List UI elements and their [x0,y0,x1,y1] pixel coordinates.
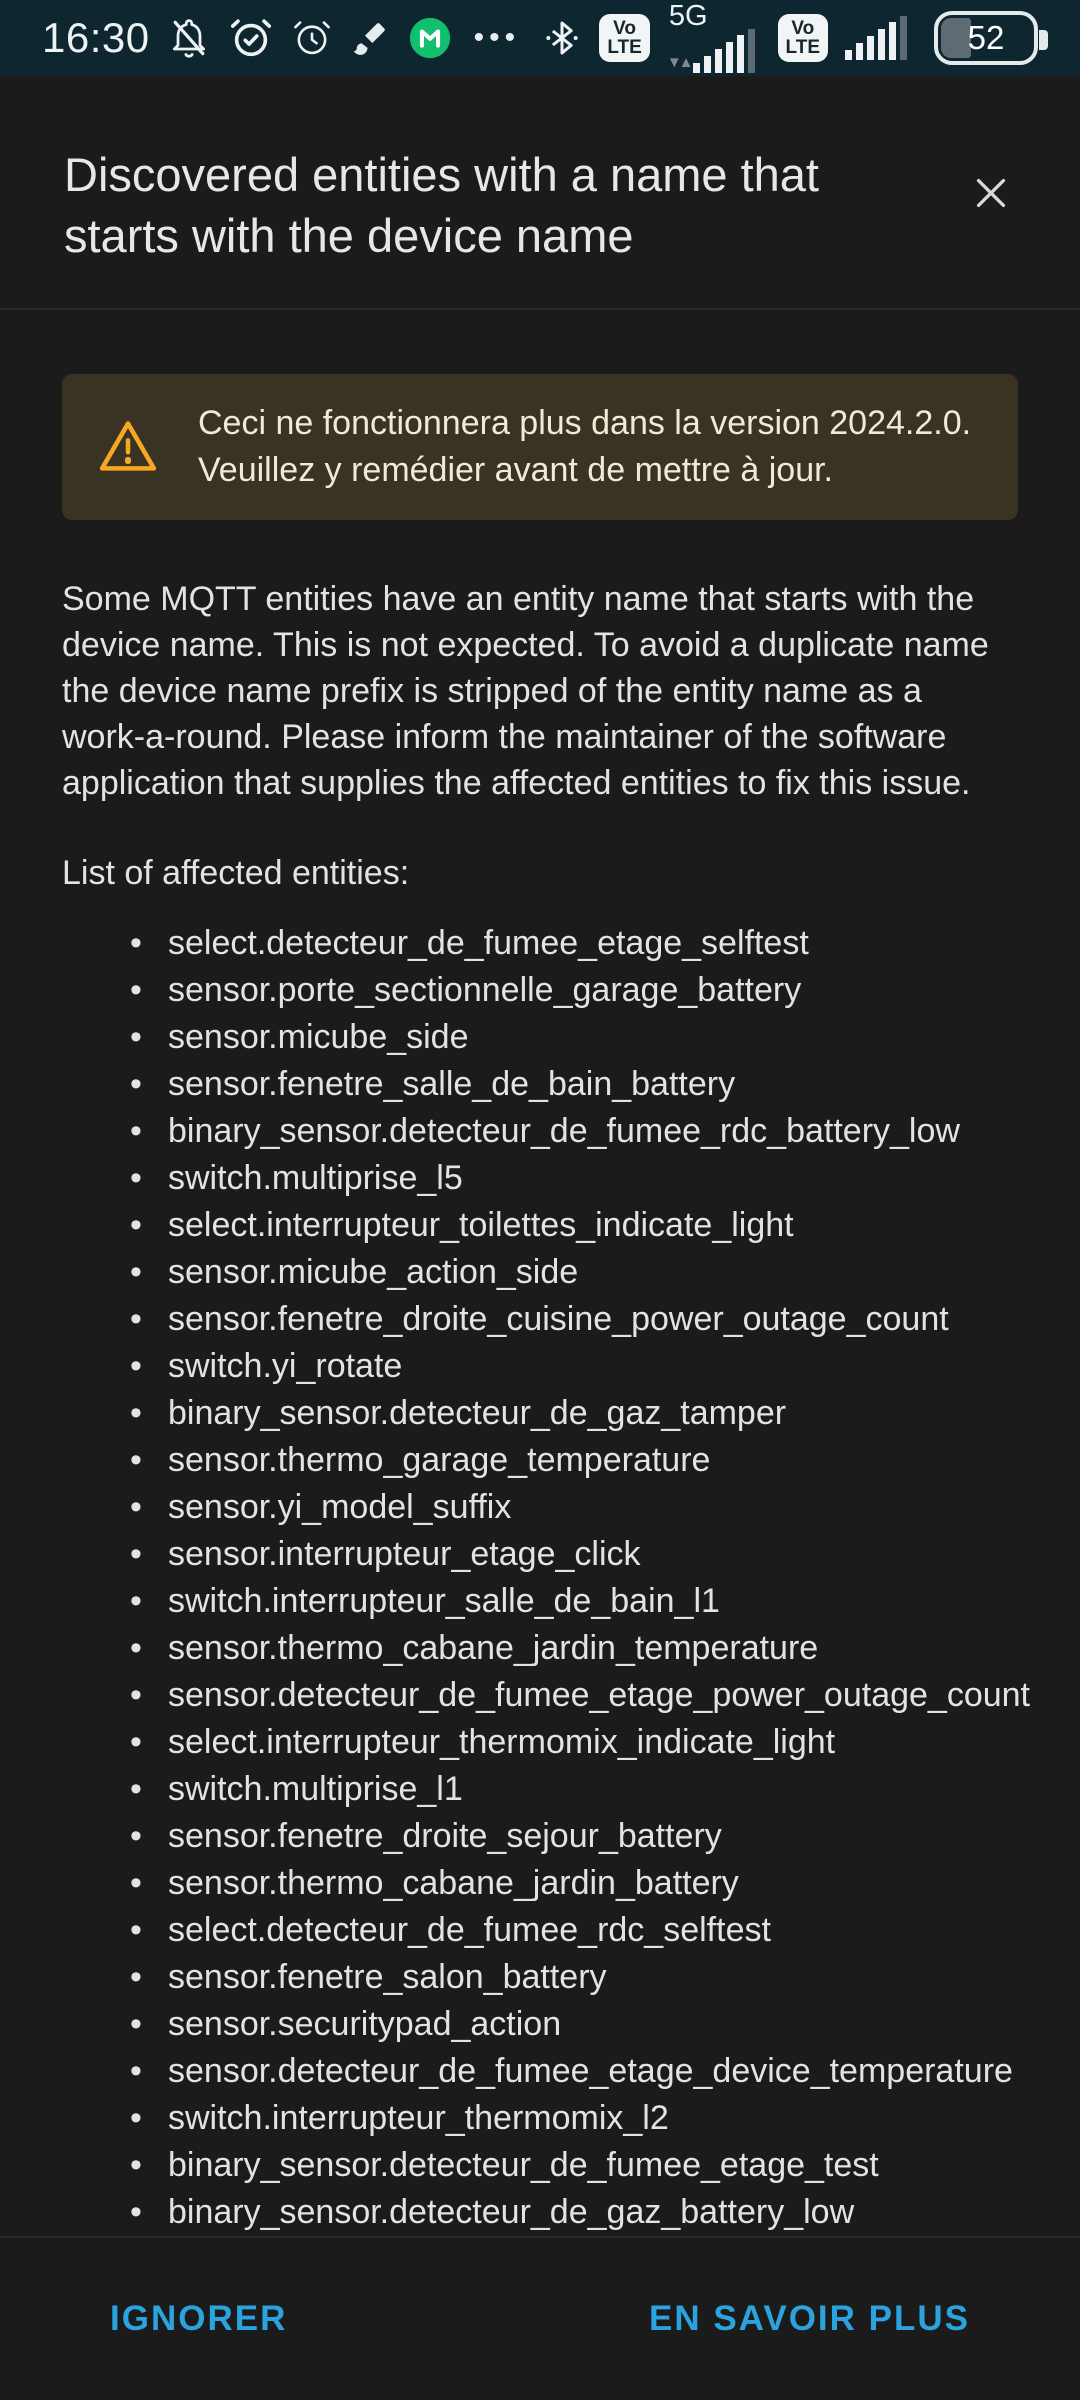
bluetooth-icon [542,18,582,58]
dialog-body-text [62,576,1018,806]
volte-line2: LTE [607,37,642,58]
battery-fill [941,18,971,58]
entity-list-item: • binary_sensor.detecteur_de_gaz_battery_low [130,2189,1018,2236]
entity-list-item: • switch.interrupteur_thermomix_l2 [130,2095,1018,2142]
close-icon [968,170,1014,216]
entity-list-item: • switch.multiprise_l1 [130,1766,1018,1813]
entity-list-item: • sensor.detecteur_de_fumee_etage_device_temperature [130,2048,1018,2095]
body-text-line: device name. This is not expected. To avoid a duplicate name [62,626,989,664]
entity-list-item: • sensor.fenetre_droite_cuisine_power_outage_count [130,1296,1018,1343]
warning-triangle-icon [96,415,160,479]
volte-line1: Vo [613,18,636,39]
entity-list-item: • binary_sensor.detecteur_de_gaz_tamper [130,1390,1018,1437]
more-dots-icon: ••• [473,21,521,54]
notifications-off-icon [167,16,211,60]
volte-line1: Vo [791,18,815,39]
entity-list-item: • sensor.fenetre_salle_de_bain_battery [130,1061,1018,1108]
entity-list-item: • select.interrupteur_thermomix_indicate_light [130,1719,1018,1766]
dialog-footer [0,2236,1080,2400]
warning-text-line: Veuillez y remédier avant de mettre à jour. [198,451,833,489]
entity-list-item: • sensor.fenetre_droite_sejour_battery [130,1813,1018,1860]
network-type-label: 5G [668,0,708,32]
entity-list-item: • sensor.porte_sectionnelle_garage_battery [130,967,1018,1014]
entity-list-item: • sensor.thermo_cabane_jardin_temperature [130,1625,1018,1672]
entity-list-item: • sensor.fenetre_salon_battery [130,1954,1018,2001]
body-text-line: the device name prefix is stripped of the entity name as a [62,672,922,710]
entity-list-item: • sensor.yi_model_suffix [130,1484,1018,1531]
battery-percent: 52 [967,19,1005,56]
status-bar [0,0,1080,76]
alarm-clock-icon [291,17,333,59]
warning-text-line: Ceci ne fonctionnera plus dans la version 2024.2.0. [198,404,972,442]
brush-icon [350,18,390,58]
entity-list-item: • sensor.detecteur_de_fumee_etage_power_outage_count [130,1672,1018,1719]
entity-list-item: • sensor.micube_side [130,1014,1018,1061]
status-bar-right [542,0,1038,73]
learn-more-button[interactable]: EN SAVOIR PLUS [627,2283,992,2355]
dialog-title-line: Discovered entities with a name that [64,148,819,201]
signal-bars-icon-2 [845,16,917,60]
signal-group-1 [666,0,765,73]
body-text-line: Some MQTT entities have an entity name that starts with the [62,580,975,618]
volte-badge-2 [778,14,828,62]
entity-list-item: • sensor.thermo_garage_temperature [130,1437,1018,1484]
close-button[interactable] [954,156,1028,230]
body-text-line: application that supplies the affected entities to fix this issue. [62,764,971,802]
entity-list-item: • sensor.securitypad_action [130,2001,1018,2048]
security-badge-icon [407,15,453,61]
volte-badge-1 [599,14,649,62]
entity-list-item: • select.interrupteur_toilettes_indicate_light [130,1202,1018,1249]
list-label: List of affected entities: [62,854,410,892]
status-bar-left [42,14,520,62]
entity-list-item: • binary_sensor.detecteur_de_fumee_rdc_battery_low [130,1108,1018,1155]
dialog-header [0,76,1080,310]
clock-time: 16:30 [42,14,150,61]
entity-list-item: • switch.interrupteur_salle_de_bain_l1 [130,1578,1018,1625]
warning-text [198,400,971,494]
entity-list-item: • binary_sensor.detecteur_de_fumee_etage_test [130,2142,1018,2189]
entity-list-item: • switch.multiprise_l5 [130,1155,1018,1202]
battery-indicator [934,11,1038,65]
entity-list-item: • select.detecteur_de_fumee_etage_selftest [130,920,1018,967]
ignore-button[interactable]: IGNORER [88,2283,309,2355]
entity-list [62,920,1031,2236]
signal-bars-icon [693,29,765,73]
dialog-title-line: starts with the device name [64,209,634,262]
entity-list-item: • sensor.interrupteur_etage_click [130,1531,1018,1578]
entity-list-item: • select.detecteur_de_fumee_rdc_selftest [130,1907,1018,1954]
alarm-check-icon [228,15,274,61]
data-activity-arrows-icon: ▼▲ [666,54,691,71]
body-text-line: work-a-round. Please inform the maintainer of the software [62,718,947,756]
dialog-title [64,144,819,266]
warning-banner [62,374,1018,520]
dialog-content[interactable] [0,310,1080,2236]
entity-list-item: • switch.yi_rotate [130,1343,1018,1390]
entity-list-item: • sensor.thermo_cabane_jardin_battery [130,1860,1018,1907]
volte-line2: LTE [785,37,820,58]
entity-list-item: • sensor.micube_action_side [130,1249,1018,1296]
